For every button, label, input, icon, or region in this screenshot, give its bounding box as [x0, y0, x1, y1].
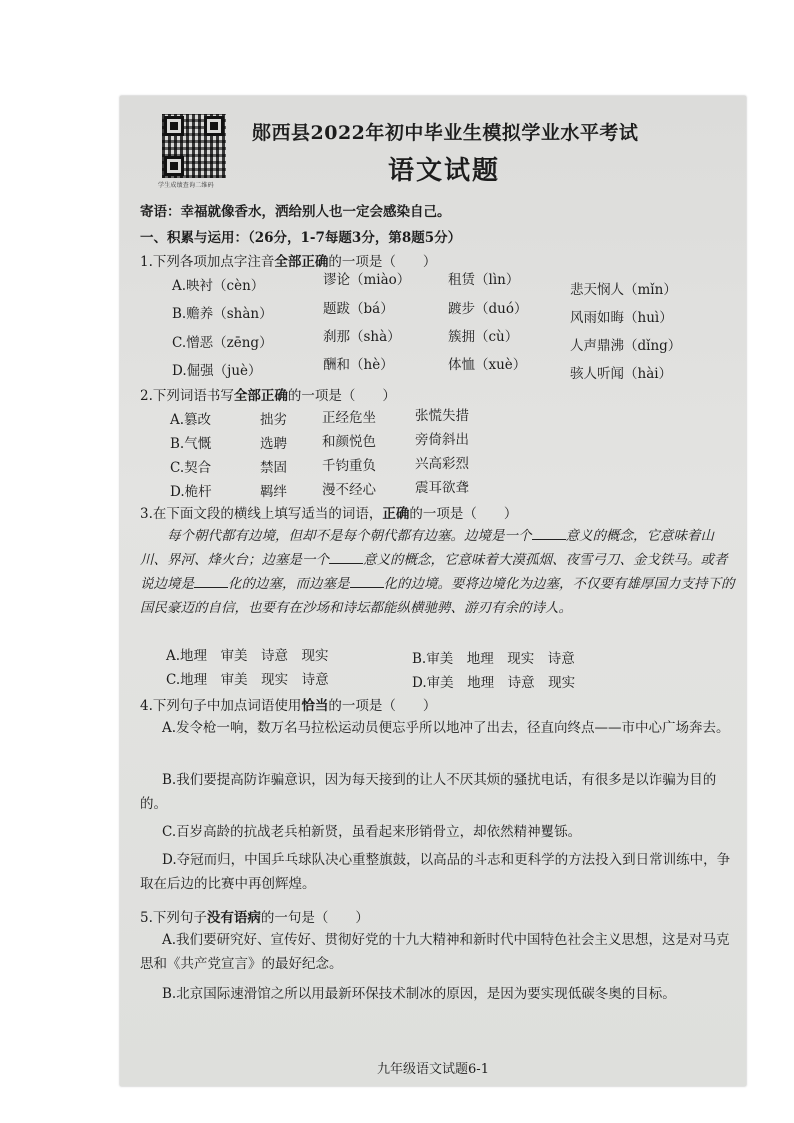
page-footer: 九年级语文试题6-1 — [377, 1062, 489, 1077]
q1-option: 风雨如晦（huì） — [570, 310, 673, 326]
q2-option: 兴高彩烈 — [415, 456, 469, 472]
q1-option: 题跋（bá） — [323, 301, 394, 317]
question-1-stem: 1.下列各项加点字注音全部正确的一项是（ ） — [140, 254, 437, 270]
q1-option: 谬论（miào） — [323, 272, 411, 288]
q1-option: 悲天悯人（mǐn） — [570, 282, 677, 298]
section-heading: 一、积累与运用：（26分，1-7每题3分，第8题5分） — [140, 230, 462, 246]
q1-option: 人声鼎沸（dǐng） — [570, 338, 682, 354]
q2-option: B.气慨 — [170, 436, 212, 452]
q2-option: 羁绊 — [260, 484, 287, 500]
q3-passage: 每个朝代都有边境，但却不是每个朝代都有边塞。边境是一个 意义的概念，它意味着山川、界河、烽火台；边塞是一个 意义的概念，它意味着大漠孤烟、夜雪弓刀、金戈铁马。或者说边境是 化的边塞，而边塞是 化的边境。要将边境化为边塞，不仅要有雄厚国力支持下的国民豪迈的自信，也要有在沙场和诗坛都能纵横驰骋、游刃有余的诗人。 — [140, 528, 735, 616]
q1-option: 刹那（shà） — [323, 329, 401, 345]
q3-option: C.地理 审美 现实 诗意 — [166, 672, 329, 688]
q2-option: A.篡改 — [170, 412, 212, 428]
q2-option: D.桅杆 — [170, 484, 212, 500]
question-3-stem: 3.在下面文段的横线上填写适当的词语，正确的一项是（ ） — [140, 506, 518, 522]
q2-option: 张慌失措 — [415, 408, 469, 424]
q2-option: 正经危坐 — [322, 410, 376, 426]
q1-option: C.憎恶（zēng） — [172, 335, 273, 351]
q2-option: 选聘 — [260, 436, 287, 452]
q1-option: 体恤（xuè） — [448, 357, 527, 373]
q1-option: 租赁（lìn） — [448, 272, 520, 288]
q5-option-b: B.北京国际速滑馆之所以用最新环保技术制冰的原因，是因为要实现低碳冬奥的目标。 — [162, 986, 676, 1002]
fill-blank — [329, 551, 363, 564]
question-5-stem: 5.下列句子没有语病的一句是（ ） — [140, 910, 369, 926]
q1-option: 骇人听闻（hài） — [570, 366, 673, 382]
q1-option: B.赡养（shàn） — [172, 306, 273, 322]
q3-option: B.审美 地理 现实 诗意 — [412, 651, 575, 667]
q4-option-d: D.夺冠而归，中国乒乓球队决心重整旗鼓，以高品的斗志和更科学的方法投入到日常训练中，争取在后边的比赛中再创辉煌。 — [140, 852, 731, 892]
q1-option: 踱步（duó） — [448, 301, 528, 317]
q3-option: D.审美 地理 诗意 现实 — [412, 675, 576, 691]
q1-option: 簇拥（cù） — [448, 329, 519, 345]
q2-option: 震耳欲聋 — [415, 480, 469, 496]
motto: 寄语：幸福就像香水，洒给别人也一定会感染自己。 — [140, 204, 451, 220]
q4-option-b: B.我们要提高防诈骗意识，因为每天接到的让人不厌其烦的骚扰电话，有很多是以诈骗为目的的。 — [140, 772, 717, 812]
q1-option: D.倔强（juè） — [172, 363, 262, 379]
fill-blank — [194, 575, 228, 588]
q2-option: 和颜悦色 — [322, 434, 376, 450]
question-2-stem: 2.下列词语书写全部正确的一项是（ ） — [140, 388, 396, 404]
q2-option: 漫不经心 — [322, 482, 376, 498]
exam-paper — [120, 96, 746, 1086]
qr-code — [162, 114, 226, 178]
q2-option: 旁倚斜出 — [415, 432, 469, 448]
q5-option-a: A.我们要研究好、宣传好、贯彻好党的十九大精神和新时代中国特色社会主义思想，这是对马克思和《共产党宣言》的最好纪念。 — [140, 932, 730, 972]
q1-option: 酬和（hè） — [323, 357, 394, 373]
q2-option: 禁固 — [260, 460, 287, 476]
exam-title: 郧西县2022年初中毕业生模拟学业水平考试 — [252, 122, 639, 144]
fill-blank — [350, 575, 384, 588]
q3-option: A.地理 审美 诗意 现实 — [166, 648, 329, 664]
qr-caption: 学生成绩查询二维码 — [158, 182, 214, 189]
q2-option: C.契合 — [170, 460, 212, 476]
q4-option-a: A.发令枪一响，数万名马拉松运动员便忘乎所以地冲了出去，径直向终点——市中心广场奔去。 — [162, 720, 730, 736]
fill-blank — [532, 527, 566, 540]
question-4-stem: 4.下列句子中加点词语使用恰当的一项是（ ） — [140, 698, 437, 714]
subject-title: 语文试题 — [388, 156, 501, 186]
q2-option: 千钧重负 — [322, 458, 376, 474]
q4-option-c: C.百岁高龄的抗战老兵柏新贤，虽看起来形销骨立，却依然精神矍铄。 — [162, 824, 582, 840]
q1-option: A.映衬（cèn） — [172, 278, 265, 294]
q2-option: 拙劣 — [260, 412, 287, 428]
